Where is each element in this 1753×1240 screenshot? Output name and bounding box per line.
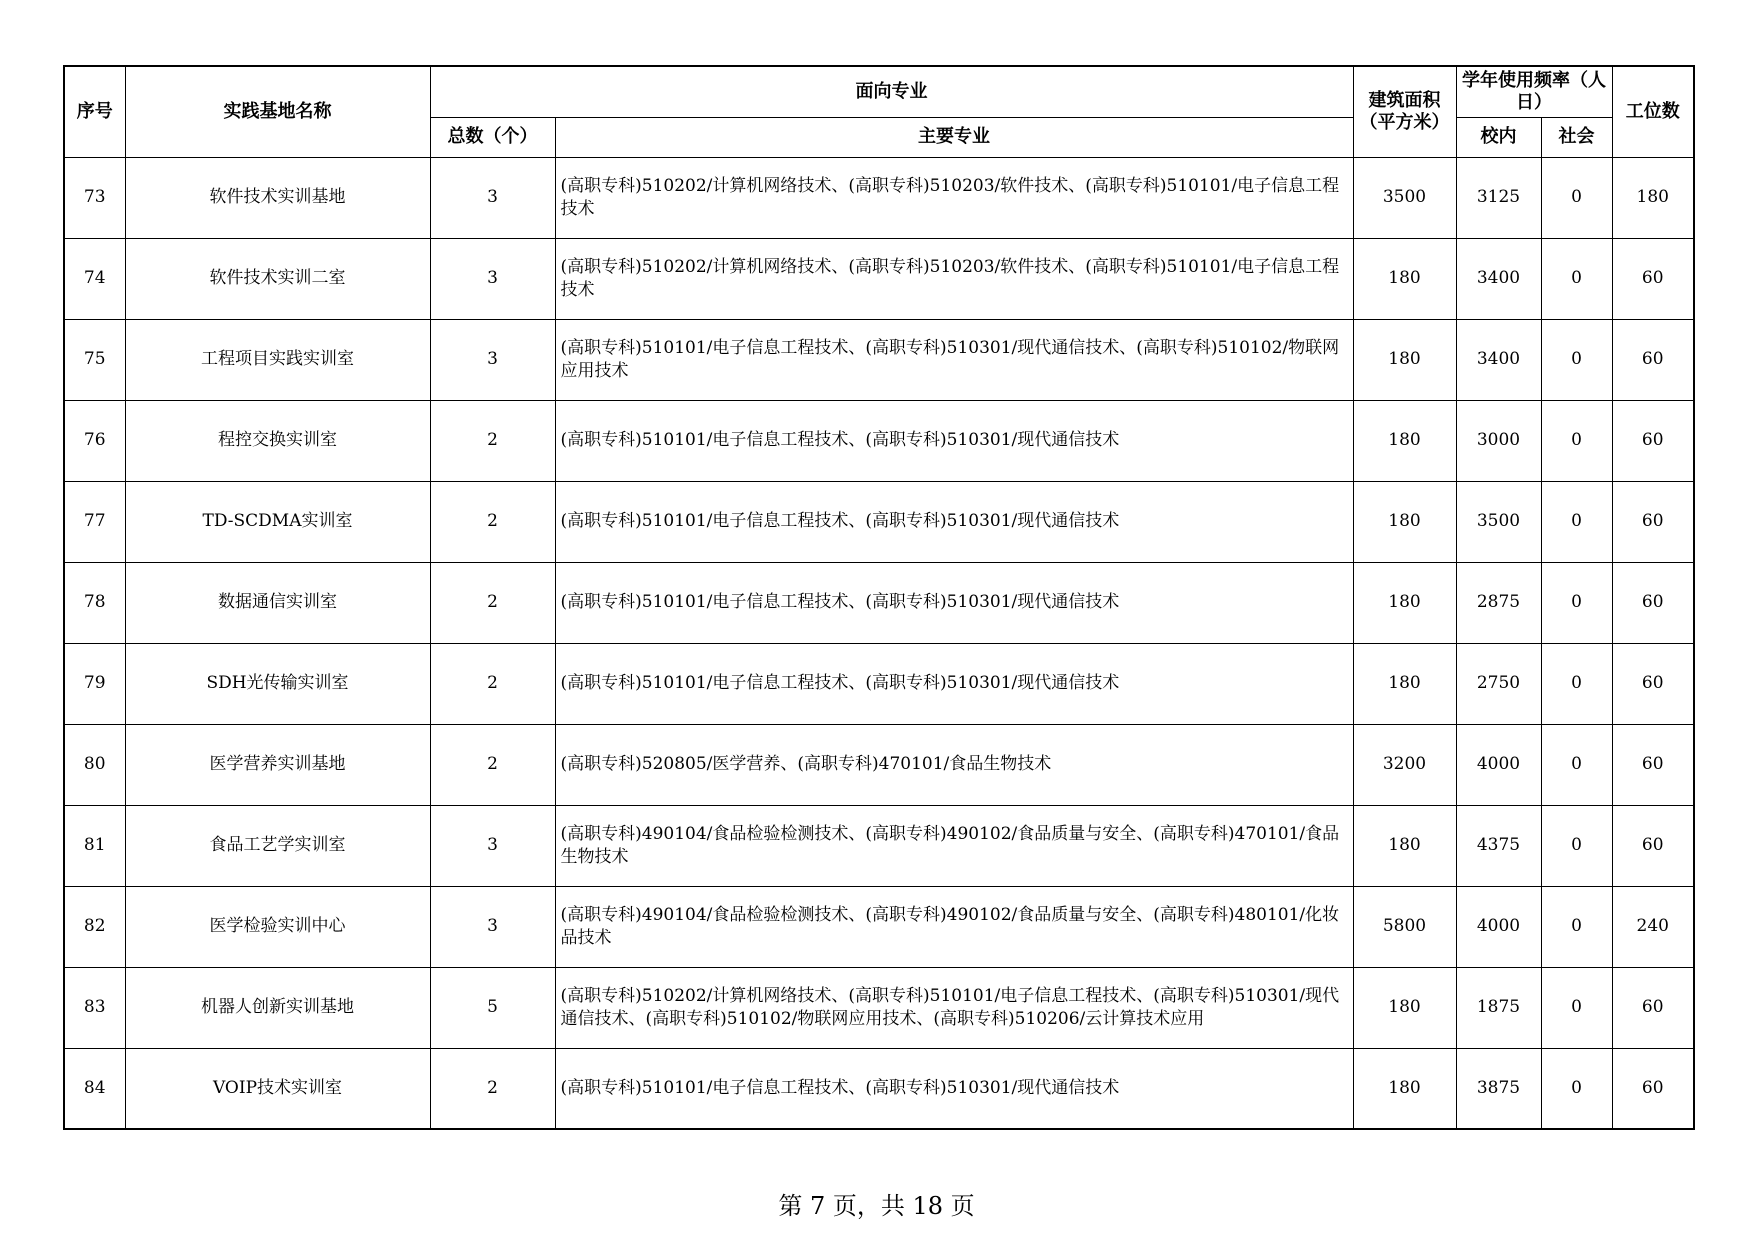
cell-area: 3200 bbox=[1353, 724, 1456, 805]
cell-majors: (高职专科)490104/食品检验检测技术、(高职专科)490102/食品质量与安全、(高职专科)480101/化妆品技术 bbox=[555, 886, 1353, 967]
cell-stations: 60 bbox=[1612, 319, 1694, 400]
cell-seq: 84 bbox=[64, 1048, 125, 1129]
cell-society: 0 bbox=[1541, 562, 1612, 643]
table-row bbox=[64, 400, 1694, 481]
cell-society: 0 bbox=[1541, 805, 1612, 886]
cell-name: VOIP技术实训室 bbox=[125, 1048, 430, 1129]
cell-stations: 60 bbox=[1612, 1048, 1694, 1129]
cell-name: SDH光传输实训室 bbox=[125, 643, 430, 724]
cell-on-campus: 3125 bbox=[1456, 157, 1541, 238]
cell-name: 医学检验实训中心 bbox=[125, 886, 430, 967]
cell-society: 0 bbox=[1541, 643, 1612, 724]
cell-seq: 77 bbox=[64, 481, 125, 562]
cell-majors: (高职专科)510202/计算机网络技术、(高职专科)510203/软件技术、(高职专科)510101/电子信息工程技术 bbox=[555, 157, 1353, 238]
table-row bbox=[64, 886, 1694, 967]
header-seq: 序号 bbox=[64, 66, 125, 157]
cell-society: 0 bbox=[1541, 1048, 1612, 1129]
table-header bbox=[64, 66, 1694, 157]
cell-name: 医学营养实训基地 bbox=[125, 724, 430, 805]
cell-seq: 83 bbox=[64, 967, 125, 1048]
cell-majors: (高职专科)490104/食品检验检测技术、(高职专科)490102/食品质量与安全、(高职专科)470101/食品生物技术 bbox=[555, 805, 1353, 886]
cell-stations: 60 bbox=[1612, 400, 1694, 481]
cell-area: 180 bbox=[1353, 562, 1456, 643]
cell-area: 180 bbox=[1353, 238, 1456, 319]
cell-on-campus: 3400 bbox=[1456, 319, 1541, 400]
cell-area: 180 bbox=[1353, 319, 1456, 400]
cell-stations: 60 bbox=[1612, 562, 1694, 643]
cell-seq: 73 bbox=[64, 157, 125, 238]
cell-total: 2 bbox=[430, 562, 555, 643]
table-row bbox=[64, 1048, 1694, 1129]
cell-total: 2 bbox=[430, 1048, 555, 1129]
cell-stations: 60 bbox=[1612, 805, 1694, 886]
cell-area: 180 bbox=[1353, 1048, 1456, 1129]
cell-name: 数据通信实训室 bbox=[125, 562, 430, 643]
cell-total: 2 bbox=[430, 400, 555, 481]
header-area: 建筑面积（平方米） bbox=[1353, 66, 1456, 157]
cell-name: 机器人创新实训基地 bbox=[125, 967, 430, 1048]
cell-on-campus: 2875 bbox=[1456, 562, 1541, 643]
cell-on-campus: 3500 bbox=[1456, 481, 1541, 562]
header-on-campus: 校内 bbox=[1456, 117, 1541, 157]
cell-name: 工程项目实践实训室 bbox=[125, 319, 430, 400]
cell-society: 0 bbox=[1541, 967, 1612, 1048]
cell-seq: 79 bbox=[64, 643, 125, 724]
table-row bbox=[64, 562, 1694, 643]
cell-total: 3 bbox=[430, 886, 555, 967]
cell-on-campus: 4000 bbox=[1456, 724, 1541, 805]
cell-area: 180 bbox=[1353, 481, 1456, 562]
header-stations: 工位数 bbox=[1612, 66, 1694, 157]
cell-society: 0 bbox=[1541, 238, 1612, 319]
cell-majors: (高职专科)510202/计算机网络技术、(高职专科)510101/电子信息工程技术、(高职专科)510301/现代通信技术、(高职专科)510102/物联网应用技术、(高职专科)510206/云计算技术应用 bbox=[555, 967, 1353, 1048]
page-footer: 第 7 页，共 18 页 bbox=[778, 1192, 975, 1220]
cell-area: 180 bbox=[1353, 643, 1456, 724]
cell-seq: 81 bbox=[64, 805, 125, 886]
cell-total: 5 bbox=[430, 967, 555, 1048]
cell-majors: (高职专科)510101/电子信息工程技术、(高职专科)510301/现代通信技术 bbox=[555, 400, 1353, 481]
cell-total: 2 bbox=[430, 481, 555, 562]
cell-majors: (高职专科)510101/电子信息工程技术、(高职专科)510301/现代通信技术 bbox=[555, 562, 1353, 643]
cell-seq: 82 bbox=[64, 886, 125, 967]
cell-seq: 78 bbox=[64, 562, 125, 643]
cell-name: 程控交换实训室 bbox=[125, 400, 430, 481]
cell-total: 3 bbox=[430, 319, 555, 400]
cell-total: 2 bbox=[430, 643, 555, 724]
cell-majors: (高职专科)520805/医学营养、(高职专科)470101/食品生物技术 bbox=[555, 724, 1353, 805]
cell-seq: 75 bbox=[64, 319, 125, 400]
cell-seq: 80 bbox=[64, 724, 125, 805]
cell-on-campus: 4000 bbox=[1456, 886, 1541, 967]
cell-society: 0 bbox=[1541, 319, 1612, 400]
cell-majors: (高职专科)510101/电子信息工程技术、(高职专科)510301/现代通信技术、(高职专科)510102/物联网应用技术 bbox=[555, 319, 1353, 400]
cell-stations: 60 bbox=[1612, 643, 1694, 724]
cell-stations: 240 bbox=[1612, 886, 1694, 967]
cell-area: 5800 bbox=[1353, 886, 1456, 967]
header-name: 实践基地名称 bbox=[125, 66, 430, 157]
cell-society: 0 bbox=[1541, 400, 1612, 481]
cell-on-campus: 3000 bbox=[1456, 400, 1541, 481]
cell-on-campus: 2750 bbox=[1456, 643, 1541, 724]
cell-total: 3 bbox=[430, 157, 555, 238]
practice-base-table bbox=[63, 65, 1695, 1130]
cell-society: 0 bbox=[1541, 724, 1612, 805]
table-row bbox=[64, 238, 1694, 319]
cell-seq: 74 bbox=[64, 238, 125, 319]
cell-area: 3500 bbox=[1353, 157, 1456, 238]
cell-area: 180 bbox=[1353, 400, 1456, 481]
table-row bbox=[64, 805, 1694, 886]
header-usage-group: 学年使用频率（人日） bbox=[1456, 66, 1612, 117]
table-row bbox=[64, 724, 1694, 805]
cell-stations: 60 bbox=[1612, 724, 1694, 805]
table-row bbox=[64, 319, 1694, 400]
header-majors-group: 面向专业 bbox=[430, 66, 1353, 117]
cell-total: 2 bbox=[430, 724, 555, 805]
cell-name: 软件技术实训基地 bbox=[125, 157, 430, 238]
cell-majors: (高职专科)510101/电子信息工程技术、(高职专科)510301/现代通信技术 bbox=[555, 481, 1353, 562]
cell-on-campus: 1875 bbox=[1456, 967, 1541, 1048]
cell-total: 3 bbox=[430, 238, 555, 319]
table-row bbox=[64, 967, 1694, 1048]
cell-on-campus: 4375 bbox=[1456, 805, 1541, 886]
cell-on-campus: 3400 bbox=[1456, 238, 1541, 319]
cell-area: 180 bbox=[1353, 805, 1456, 886]
cell-society: 0 bbox=[1541, 886, 1612, 967]
cell-stations: 180 bbox=[1612, 157, 1694, 238]
header-total: 总数（个） bbox=[430, 117, 555, 157]
cell-area: 180 bbox=[1353, 967, 1456, 1048]
cell-seq: 76 bbox=[64, 400, 125, 481]
table-row bbox=[64, 643, 1694, 724]
cell-stations: 60 bbox=[1612, 238, 1694, 319]
header-main-majors: 主要专业 bbox=[555, 117, 1353, 157]
cell-society: 0 bbox=[1541, 481, 1612, 562]
table-row bbox=[64, 481, 1694, 562]
cell-majors: (高职专科)510101/电子信息工程技术、(高职专科)510301/现代通信技术 bbox=[555, 1048, 1353, 1129]
cell-name: 食品工艺学实训室 bbox=[125, 805, 430, 886]
cell-on-campus: 3875 bbox=[1456, 1048, 1541, 1129]
cell-majors: (高职专科)510101/电子信息工程技术、(高职专科)510301/现代通信技术 bbox=[555, 643, 1353, 724]
cell-name: TD-SCDMA实训室 bbox=[125, 481, 430, 562]
cell-majors: (高职专科)510202/计算机网络技术、(高职专科)510203/软件技术、(高职专科)510101/电子信息工程技术 bbox=[555, 238, 1353, 319]
table-row bbox=[64, 157, 1694, 238]
header-society: 社会 bbox=[1541, 117, 1612, 157]
cell-total: 3 bbox=[430, 805, 555, 886]
table-body bbox=[64, 157, 1694, 1129]
cell-stations: 60 bbox=[1612, 481, 1694, 562]
cell-name: 软件技术实训二室 bbox=[125, 238, 430, 319]
cell-stations: 60 bbox=[1612, 967, 1694, 1048]
cell-society: 0 bbox=[1541, 157, 1612, 238]
